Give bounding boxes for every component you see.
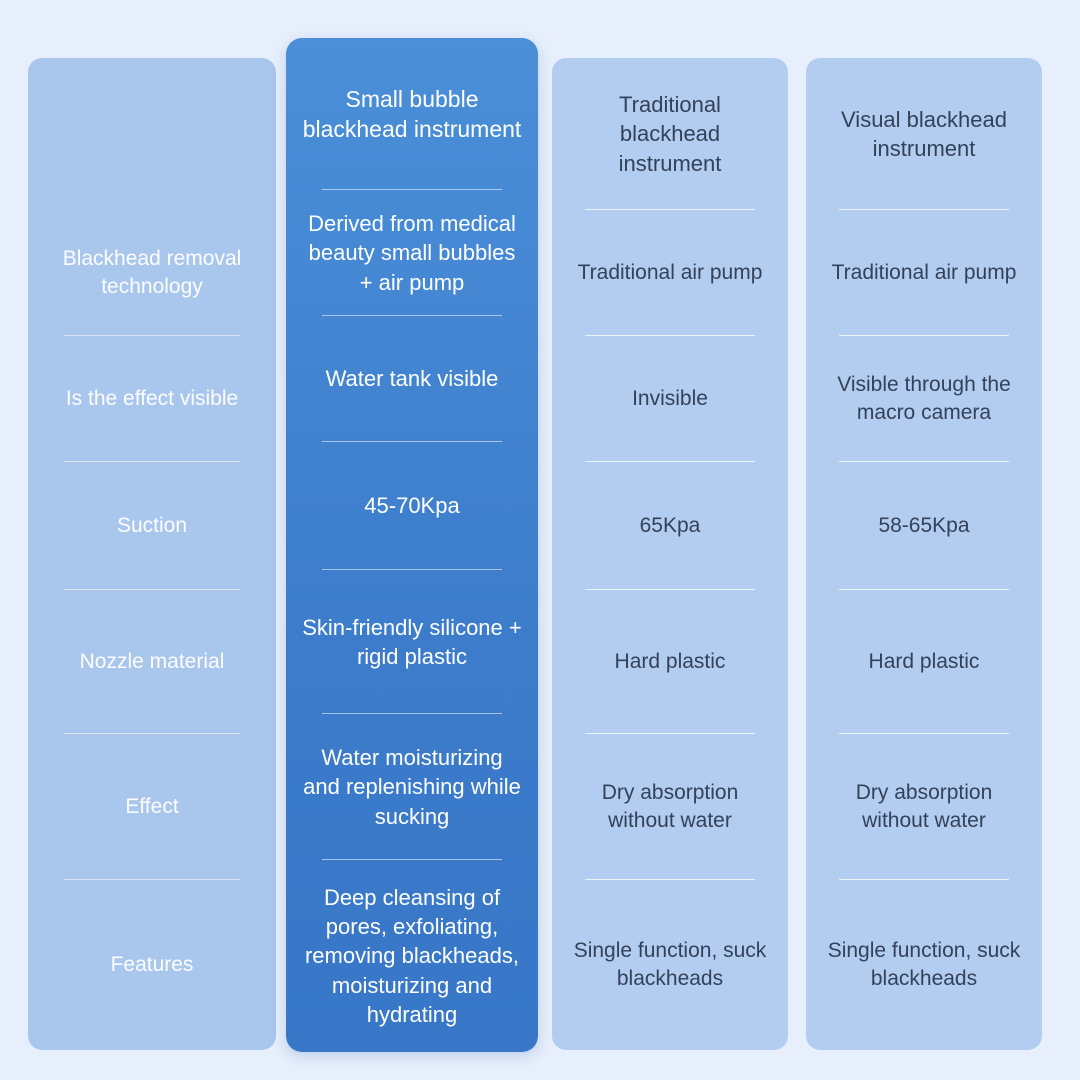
cell-small-bubble-features: Deep cleansing of pores, exfoliating, removing blackheads, moisturizing and hydrating <box>304 885 519 1027</box>
row-label-suction: Suction <box>42 462 262 590</box>
cell-visual-suction: 58-65Kpa <box>818 462 1030 590</box>
column-row-labels <box>28 58 276 1050</box>
column-traditional <box>552 58 788 1050</box>
column-header-small-bubble: Small bubble blackhead instrument <box>300 38 524 190</box>
cell-small-bubble-nozzle-material: Skin-friendly silicone + rigid plastic <box>300 570 524 714</box>
column-small-bubble <box>286 38 538 1052</box>
column-header-traditional: Traditional blackhead instrument <box>564 58 776 210</box>
cell-small-bubble-visibility: Water tank visible <box>300 316 524 442</box>
row-label-technology: Blackhead removal technology <box>42 210 262 336</box>
cell-traditional-technology: Traditional air pump <box>564 210 776 336</box>
cell-small-bubble-technology: Derived from medical beauty small bubbles + air pump <box>300 190 524 316</box>
cell-small-bubble-suction: 45-70Kpa <box>300 442 524 570</box>
cell-small-bubble-effect: Water moisturizing and replenishing while sucking <box>300 714 524 860</box>
row-label-nozzle-material: Nozzle material <box>42 590 262 734</box>
cell-visual-technology: Traditional air pump <box>818 210 1030 336</box>
cell-traditional-visibility: Invisible <box>564 336 776 462</box>
cell-traditional-suction: 65Kpa <box>564 462 776 590</box>
cell-visual-effect: Dry absorption without water <box>818 734 1030 880</box>
cell-visual-features: Single function, suck blackheads <box>827 939 1021 990</box>
cell-visual-nozzle-material: Hard plastic <box>818 590 1030 734</box>
row-label-effect: Effect <box>42 734 262 880</box>
column-visual <box>806 58 1042 1050</box>
row-label-features: Features <box>110 953 194 977</box>
cell-traditional-effect: Dry absorption without water <box>564 734 776 880</box>
cell-traditional-features: Single function, suck blackheads <box>573 939 767 990</box>
column-header-labels <box>42 58 262 210</box>
row-label-visibility: Is the effect visible <box>42 336 262 462</box>
column-header-visual: Visual blackhead instrument <box>818 58 1030 210</box>
cell-traditional-nozzle-material: Hard plastic <box>564 590 776 734</box>
cell-visual-visibility: Visible through the macro camera <box>818 336 1030 462</box>
